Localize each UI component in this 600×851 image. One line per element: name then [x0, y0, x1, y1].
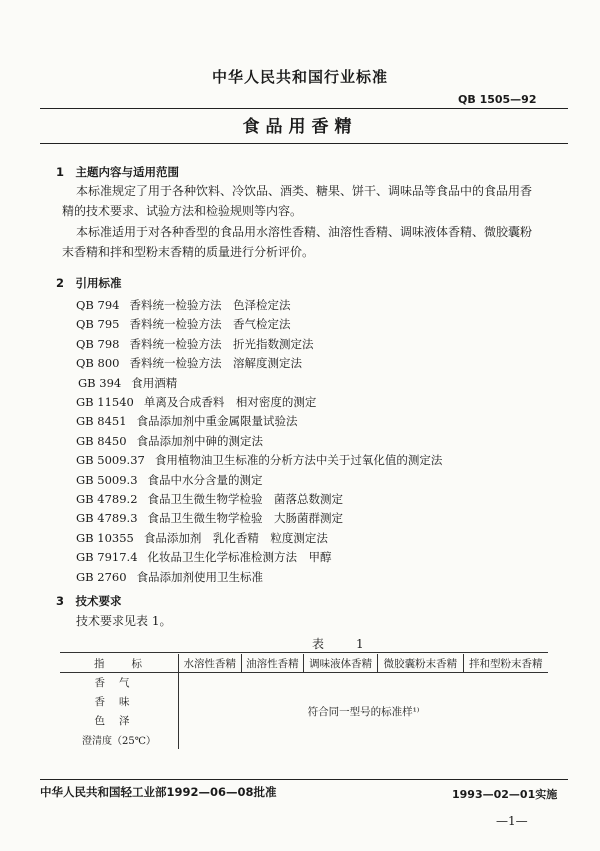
- reference-code: GB 4789.3: [76, 511, 138, 526]
- reference-code: GB 11540: [76, 395, 134, 409]
- reference-code: GB 394: [78, 375, 122, 390]
- reference-item: [76, 412, 298, 431]
- page-number: —1—: [496, 814, 528, 828]
- paragraph-1-line-1: 本标准规定了用于各种饮料、冷饮品、酒类、糖果、饼干、调味品等食品中的食品用香: [76, 184, 533, 198]
- reference-title: 食品卫生微生物学检验 菌落总数测定: [147, 492, 344, 506]
- reference-title: 食品添加剂中重金属限量试验法: [136, 414, 298, 429]
- table-header-cell: 调味液体香精: [304, 654, 378, 673]
- reference-code: GB 5009.37: [76, 453, 145, 468]
- row-label: 香气: [60, 673, 179, 693]
- table-caption: 表 1: [312, 637, 374, 651]
- reference-item: [76, 296, 290, 315]
- reference-title: 食品添加剂 乳化香精 粒度测定法: [143, 530, 328, 545]
- standard-number: QB 1505—92: [458, 93, 537, 106]
- reference-title: 单离及合成香料 相对密度的测定: [143, 395, 317, 409]
- table-header-row: [60, 654, 548, 673]
- table-header-cell: 指 标: [60, 654, 179, 673]
- reference-item: [76, 432, 263, 451]
- header-rule: [40, 108, 568, 109]
- reference-code: GB 7917.4: [76, 550, 138, 565]
- reference-title: 化妆品卫生化学标准检测方法 甲醇: [147, 550, 332, 565]
- reference-title: 食品添加剂中砷的测定法: [136, 433, 264, 448]
- paragraph-1-line-2: 精的技术要求、试验方法和检验规则等内容。: [62, 204, 303, 218]
- table-top-rule: [60, 652, 548, 653]
- reference-code: GB 5009.3: [76, 472, 138, 487]
- reference-item: [76, 529, 328, 548]
- reference-item: [76, 509, 343, 528]
- footer-rule: [40, 779, 568, 780]
- reference-title: 食品中水分含量的测定: [147, 472, 263, 487]
- reference-title: 香料统一检验方法 色泽检定法: [129, 298, 291, 312]
- reference-title: 香料统一检验方法 折光指数测定法: [129, 336, 314, 351]
- table-header-cell: 拌和型粉末香精: [463, 654, 548, 673]
- section-2-heading: 2 引用标准: [56, 276, 122, 290]
- reference-code: QB 795: [76, 317, 120, 332]
- table-header-cell: 水溶性香精: [179, 654, 242, 673]
- reference-title: 食品添加剂使用卫生标准: [136, 569, 264, 584]
- reference-code: GB 10355: [76, 530, 134, 545]
- reference-item: [76, 354, 302, 373]
- reference-code: QB 794: [76, 298, 120, 312]
- paragraph-2-line-2: 末香精和拌和型粉末香精的质量进行分析评价。: [62, 245, 315, 259]
- reference-code: GB 4789.2: [76, 492, 138, 506]
- section-1-heading: 1 主题内容与适用范围: [56, 165, 180, 179]
- merged-requirement-cell: 符合同一型号的标准样¹⁾: [307, 705, 420, 718]
- approval-text: 中华人民共和国轻工业部1992—06—08批准: [40, 785, 277, 799]
- reference-item: [76, 568, 263, 587]
- section-3-heading: 3 技术要求: [56, 594, 122, 608]
- table-header-cell: 微胶囊粉末香精: [378, 654, 463, 673]
- table-header-cell: 油溶性香精: [241, 654, 304, 673]
- section-3-text: 技术要求见表 1。: [76, 614, 172, 628]
- reference-code: GB 2760: [76, 569, 127, 584]
- reference-code: GB 8450: [76, 433, 127, 448]
- reference-item: [76, 315, 290, 334]
- reference-title: 食用酒精: [131, 375, 178, 390]
- industry-standard-title: 中华人民共和国行业标准: [211, 68, 388, 86]
- row-label: 色泽: [60, 711, 179, 730]
- reference-code: QB 800: [76, 356, 120, 371]
- reference-item: [76, 393, 316, 412]
- implementation-date: 1993—02—01实施: [452, 788, 558, 801]
- reference-item: [76, 335, 313, 354]
- reference-item: [78, 374, 177, 393]
- document-title: 食品用香精: [242, 117, 358, 137]
- reference-code: QB 798: [76, 336, 120, 351]
- reference-item: [76, 471, 263, 490]
- reference-title: 食品卫生微生物学检验 大肠菌群测定: [147, 511, 344, 526]
- reference-title: 香料统一检验方法 香气检定法: [129, 317, 291, 332]
- reference-item: [76, 451, 442, 470]
- reference-title: 食用植物油卫生标准的分析方法中关于过氧化值的测定法: [154, 453, 443, 468]
- paragraph-2-line-1: 本标准适用于对各种香型的食品用水溶性香精、油溶性香精、调味液体香精、微胶囊粉: [76, 225, 533, 239]
- row-label: 澄清度（25℃）: [60, 730, 179, 749]
- reference-code: GB 8451: [76, 414, 127, 429]
- table-row: [60, 673, 548, 693]
- spec-table: [60, 654, 548, 749]
- title-rule: [40, 143, 568, 144]
- reference-item: [76, 548, 332, 567]
- row-label: 香味: [60, 692, 179, 711]
- reference-title: 香料统一检验方法 溶解度测定法: [129, 356, 302, 371]
- reference-item: [76, 490, 343, 509]
